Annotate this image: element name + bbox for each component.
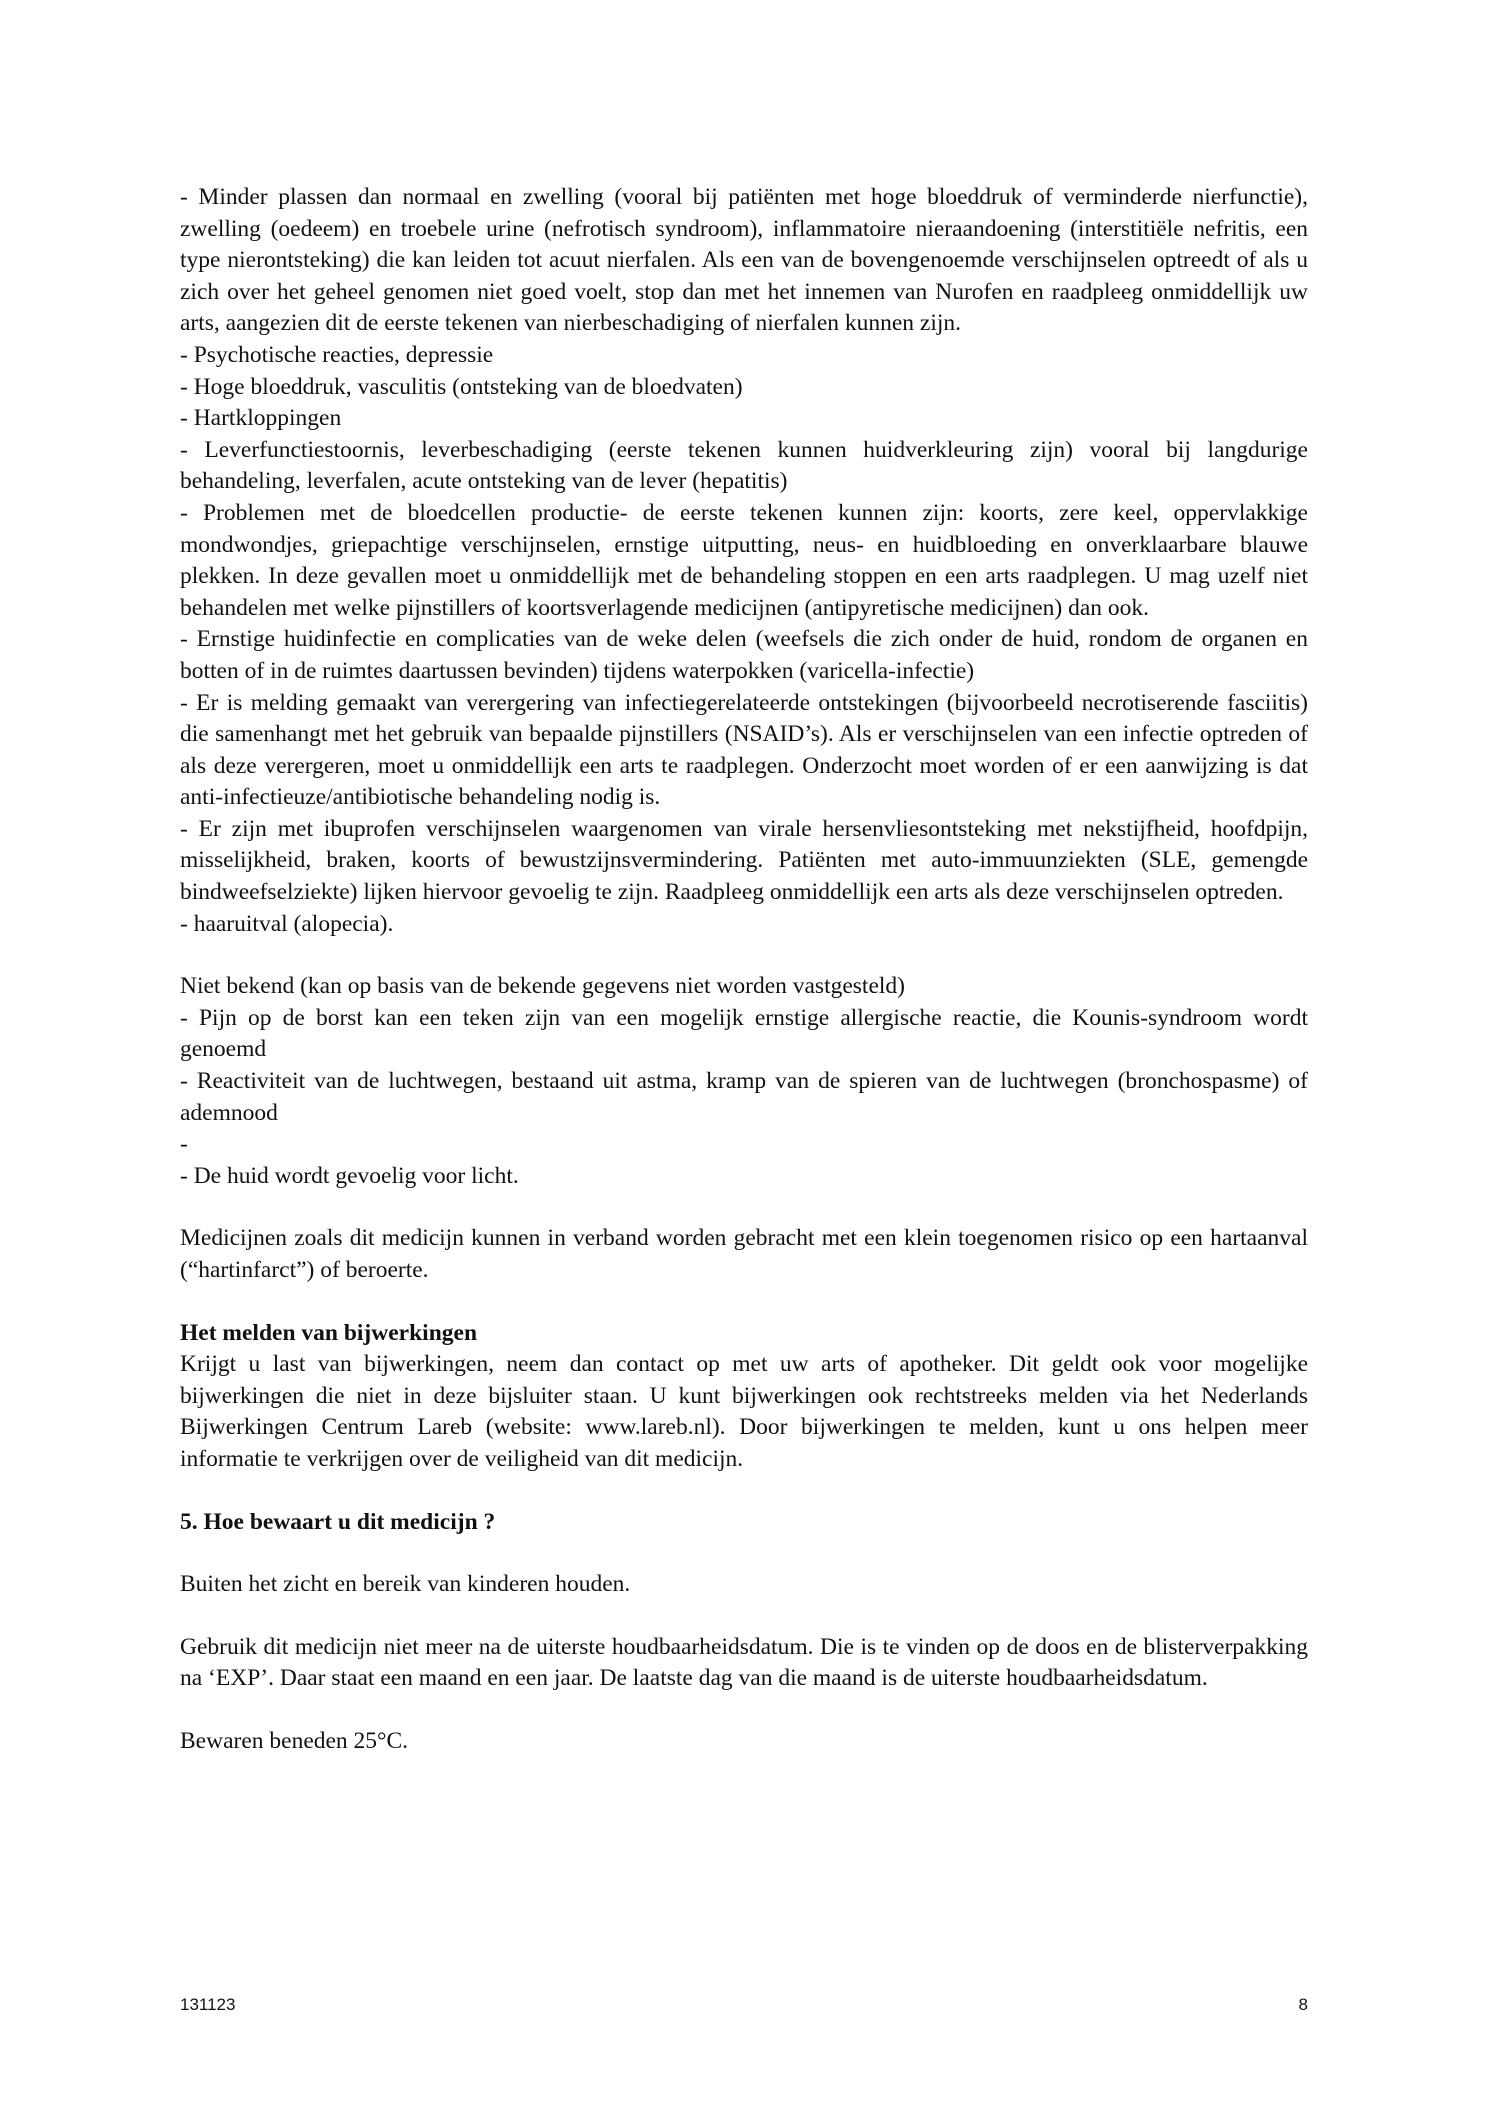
- storage-paragraph-1: Buiten het zicht en bereik van kinderen houden.: [180, 1571, 631, 1598]
- section-5-heading: 5. Hoe bewaart u dit medicijn ?: [180, 1508, 496, 1535]
- list-item: - Psychotische reacties, depressie: [180, 341, 494, 368]
- list-item: - Hoge bloeddruk, vasculitis (ontsteking van de bloedvaten): [180, 373, 743, 400]
- list-item: - Ernstige huidinfectie en complicaties van de weke delen (weefsels die zich onder de huid, rondom de organen en botten of in de ruimtes daartussen bevinden) tijdens waterpokken (varicella-infectie): [180, 626, 1308, 684]
- list-item: - Pijn op de borst kan een teken zijn van een mogelijk ernstige allergische reactie, die Kounis-syndroom wordt genoemd: [180, 1004, 1308, 1063]
- frequency-title: Niet bekend (kan op basis van de bekende gegevens niet worden vastgesteld): [180, 973, 906, 1000]
- document-body: [180, 182, 1308, 1758]
- list-item: - haaruitval (alopecia).: [180, 910, 394, 937]
- heart-risk-paragraph: Medicijnen zoals dit medicijn kunnen in verband worden gebracht met een klein toegenomen risico op een hartaanval (“hartinfarct”) of beroerte.: [180, 1225, 1308, 1283]
- list-item: - Reactiviteit van de luchtwegen, bestaand uit astma, kramp van de spieren van de luchtwegen (bronchospasme) of ademnood: [180, 1068, 1308, 1126]
- reporting-heading: Het melden van bijwerkingen: [180, 1319, 478, 1346]
- storage-paragraph-3: Bewaren beneden 25°C.: [180, 1727, 409, 1754]
- list-item: - Leverfunctiestoornis, leverbeschadiging (eerste tekenen kunnen huidverkleuring zijn) vooral bij langdurige behandeling, leverfalen, acute ontsteking van de lever (hepatitis): [180, 436, 1308, 495]
- page-number: 8: [1298, 1995, 1308, 2014]
- footer-code: 131123: [180, 1995, 236, 2014]
- reporting-paragraph: Krijgt u last van bijwerkingen, neem dan contact op met uw arts of apotheker. Dit geldt ook voor mogelijke bijwerkingen die niet in deze bijsluiter staan. U kunt bijwerkingen ook rechtstreeks melden via het Nederlands Bijwerkingen Centrum Lareb (website: www.lareb.nl). Door bijwerkingen te melden, kunt u ons helpen meer informatie te verkrijgen over de veiligheid van dit medicijn.: [180, 1351, 1308, 1472]
- list-item: - Hartkloppingen: [180, 405, 342, 432]
- list-item: - Er zijn met ibuprofen verschijnselen waargenomen van virale hersenvliesontsteking met nekstijfheid, hoofdpijn, misselijkheid, braken, koorts of bewustzijnsvermindering. Patiënten met auto-immuunziekten (SLE, gemengde bindweefselziekte) lijken hiervoor gevoelig te zijn. Raadpleeg onmiddellijk een arts als deze verschijnselen optreden.: [180, 815, 1308, 906]
- list-item: - Problemen met de bloedcellen productie- de eerste tekenen kunnen zijn: koorts, zere keel, oppervlakkige mondwondjes, griepachtige verschijnselen, ernstige uitputting, neus- en huidbloeding en onverklaarbare blauwe plekken. In deze gevallen moet u onmiddellijk met de behandeling stoppen en een arts raadplegen. U mag uzelf niet behandelen met welke pijnstillers of koortsverlagende medicijnen (antipyretische medicijnen) dan ook.: [180, 499, 1308, 621]
- storage-paragraph-2: Gebruik dit medicijn niet meer na de uiterste houdbaarheidsdatum. Die is te vinden op de doos en de blisterverpakking na ‘EXP’. Daar staat een maand en een jaar. De laatste dag van die maand is de uiterste houdbaarheidsdatum.: [180, 1633, 1308, 1692]
- list-item: - Minder plassen dan normaal en zwelling (vooral bij patiënten met hoge bloeddruk of verminderde nierfunctie), zwelling (oedeem) en troebele urine (nefrotisch syndroom), inflammatoire nieraandoening (interstitiële nefritis, een type nierontsteking) die kan leiden tot acuut nierfalen. Als een van de bovengenoemde verschijnselen optreedt of als u zich over het geheel genomen niet goed voelt, stop dan met het innemen van Nurofen en raadpleeg onmiddellijk uw arts, aangezien dit de eerste tekenen van nierbeschadiging of nierfalen kunnen zijn.: [180, 184, 1308, 337]
- list-item: - De huid wordt gevoelig voor licht.: [180, 1162, 519, 1189]
- list-item: -: [180, 1131, 188, 1158]
- list-item: - Er is melding gemaakt van verergering van infectiegerelateerde ontstekingen (bijvoorbeeld necrotiserende fasciitis) die samenhangt met het gebruik van bepaalde pijnstillers (NSAID’s). Als er verschijnselen van een infectie optreden of als deze verergeren, moet u onmiddellijk een arts te raadplegen. Onderzocht moet worden of er een aanwijzing is dat anti-infectieuze/antibiotische behandeling nodig is.: [180, 689, 1308, 811]
